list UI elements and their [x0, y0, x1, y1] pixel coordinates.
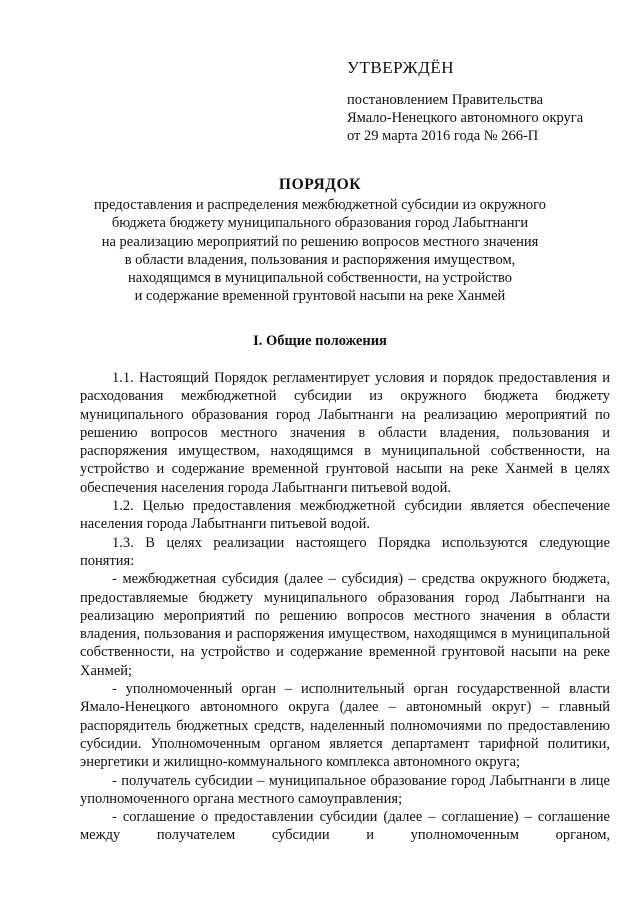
section-body	[80, 369, 610, 845]
approval-title: УТВЕРЖДЁН	[347, 58, 454, 77]
subtitle-line: бюджета бюджету муниципального образования город Лабытнанги	[111, 215, 529, 232]
document-title: ПОРЯДОК	[278, 176, 362, 193]
approval-stamp	[347, 58, 607, 145]
subtitle-line: и содержание временной грунтовой насыпи на реке Ханмей	[134, 288, 506, 305]
definition-agreement: - соглашение о предоставлении субсидии (далее – соглашение) – соглашение между получателем субсидии и уполномоченным органом,	[80, 809, 610, 844]
subtitle-line: находящимся в муниципальной собственности, на устройство	[127, 270, 513, 287]
subtitle-line: предоставления и распределения межбюджетной субсидии из окружного	[94, 197, 546, 213]
document-subtitle	[80, 196, 560, 306]
definition-authorized-body: - уполномоченный орган – исполнительный орган государственной власти Ямало-Ненецкого автономного округа (далее – автономный округ) – главный распорядитель бюджетных средств, наделенный полномочиями по предоставлению субсидии. Уполномоченным органом является департамент тарифной политики, энергетики и жилищно-коммунального комплекса автономного округа;	[80, 681, 610, 771]
paragraph-1-1: 1.1. Настоящий Порядок регламентирует условия и порядок предоставления и расходования межбюджетной субсидии из окружного бюджета бюджету муниципального образования город Лабытнанги на реализацию мероприятий по решению вопросов местного значения в области владения, пользования и распоряжения имуществом, находящимся в муниципальной собственности, на устройство и содержание временной грунтовой насыпи на реке Ханмей в целях обеспечения населения города Лабытнанги питьевой водой.	[80, 370, 610, 496]
approval-line: постановлением Правительства	[347, 92, 544, 108]
approval-line: от 29 марта 2016 года № 266-П	[347, 128, 539, 144]
paragraph-1-2: 1.2. Целью предоставления межбюджетной субсидии является обеспечение населения города Лабытнанги питьевой водой.	[80, 498, 610, 533]
subtitle-line: на реализацию мероприятий по решению вопросов местного значения	[101, 233, 539, 250]
definition-recipient: - получатель субсидии – муниципальное образование город Лабытнанги в лице уполномоченного органа местного самоуправления;	[80, 772, 610, 807]
approval-line: Ямало-Ненецкого автономного округа	[347, 110, 584, 126]
section-heading: I. Общие положения	[253, 333, 387, 349]
subtitle-line: в области владения, пользования и распоряжения имуществом,	[124, 251, 516, 268]
paragraph-1-3: 1.3. В целях реализации настоящего Порядка используются следующие понятия:	[80, 534, 610, 569]
definition-subsidy: - межбюджетная субсидия (далее – субсидия) – средства окружного бюджета, предоставляемые бюджету муниципального образования город Лабытнанги на реализацию мероприятий по решению вопросов местного значения в области владения, пользования и распоряжения имуществом, находящимся в муниципальной собственности, на устройство и содержание временной грунтовой насыпи на реке Ханмей;	[80, 571, 610, 679]
